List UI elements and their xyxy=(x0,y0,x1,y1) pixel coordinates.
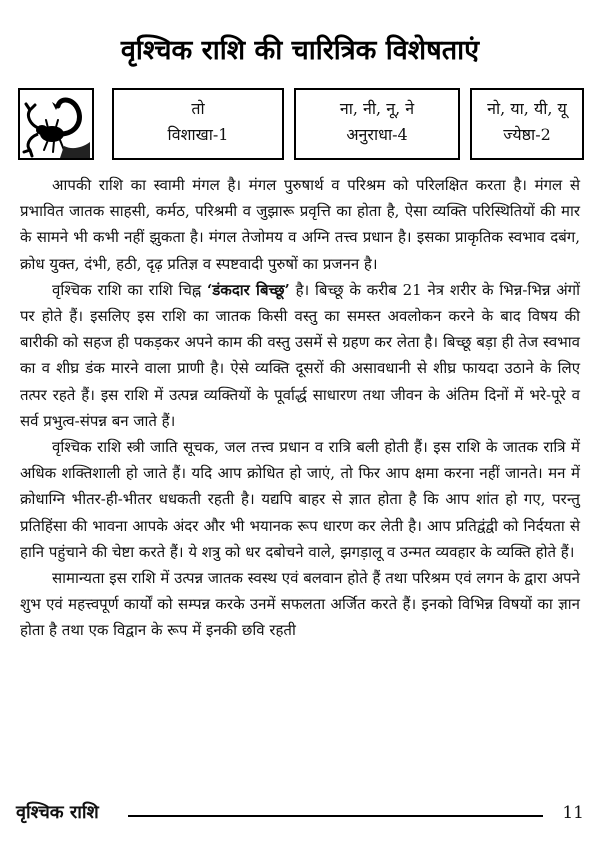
paragraph-symbol-after: है। बिच्छू के करीब 21 नेत्र शरीर के भिन्न-भिन्न अंगों पर होते हैं। इसलिए इस राशि का जातक किसी वस्तु का समस्त अवलोकन करने के बाद विषय की बारीकी को सहज ही पकड़कर अपने काम की वस्तु उसमें से ग्रहण कर लेता है। बिच्छू बड़ा ही तेज स्वभाव का व शीघ्र डंक मारने वाला प्राणी है। ऐसे व्यक्ति दूसरों की असावधानी से शीघ्र फायदा उठाने के लिए तत्पर रहते हैं। इस राशि में उत्पन्न व्यक्तियों के पूर्वार्द्ध साधारण तथा जीवन के अंतिम दिनों में भरे-पूरे व सर्व प्रभुत्व-संपन्न बन जाते हैं। xyxy=(20,280,581,430)
footer-label: वृश्चिक राशि xyxy=(16,802,99,823)
nakshatra-name: ज्येष्ठा-2 xyxy=(503,125,551,144)
paragraph-symbol xyxy=(20,277,580,434)
paragraph-nature: वृश्चिक राशि स्त्री जाति सूचक, जल तत्त्व प्रधान व रात्रि बली होती हैं। इस राशि के जातक रात्रि में अधिक शक्तिशाली हो जाते हैं। यदि आप क्रोधित हो जाएं, तो फिर आप क्षमा करना नहीं जानते। मन में क्रोधाग्नि भीतर-ही-भीतर धधकती रहती है। यद्यपि बाहर से ज्ञात होता है कि आप शांत हो गए, परन्तु प्रतिहिंसा की भावना आपके अंदर और भी भयानक रूप धारण कर लेती है। आप प्रतिद्वंद्वी को निर्दयता से हानि पहुंचाने की चेष्टा करते हैं। ये शत्रु को धर दबोचने वाले, झगड़ालू व उन्मत व्यवहार के व्यक्ति होते हैं। xyxy=(20,438,580,561)
body-text xyxy=(20,172,580,644)
page-title: वृश्चिक राशि की चारित्रिक विशेषताएं xyxy=(120,35,480,66)
nakshatra-box-jyeshtha xyxy=(470,88,584,160)
footer-rule xyxy=(128,815,543,817)
paragraph-symbol-before: वृश्चिक राशि का राशि चिह्न xyxy=(52,280,208,299)
nakshatra-box-anuradha xyxy=(294,88,460,160)
page-footer xyxy=(16,800,584,830)
page-number: 11 xyxy=(562,803,584,823)
nakshatra-syllables: ना, नी, नू, ने xyxy=(339,99,415,118)
scorpion-emblem xyxy=(18,88,94,160)
nakshatra-row xyxy=(18,88,584,162)
nakshatra-box-vishakha xyxy=(112,88,284,160)
nakshatra-name: अनुराधा-4 xyxy=(346,125,408,144)
nakshatra-name: विशाखा-1 xyxy=(167,125,229,144)
paragraph-health: सामान्यता इस राशि में उत्पन्न जातक स्वस्थ एवं बलवान होते हैं तथा परिश्रम एवं लगन के द्वारा अपने शुभ एवं महत्त्वपूर्ण कार्यों को सम्पन्न करके उनमें सफलता अर्जित करते हैं। इनको विभिन्न विषयों का ज्ञान होता है तथा एक विद्वान के रूप में इनकी छवि रहती xyxy=(20,569,580,640)
nakshatra-syllables: तो xyxy=(191,99,205,118)
symbol-name: ‘डंकदार बिच्छू’ xyxy=(207,280,290,299)
paragraph-lord-mars: आपकी राशि का स्वामी मंगल है। मंगल पुरुषार्थ व परिश्रम को परिलक्षित करता है। मंगल से प्रभावित जातक साहसी, कर्मठ, परिश्रमी व जुझारू प्रवृत्ति का होता है, ऐसा व्यक्ति परिस्थितियों की मार के सामने भी कभी नहीं झुकता है। मंगल तेजोमय व अग्नि तत्त्व प्रधान है। इसका प्राकृतिक स्वभाव दबंग, क्रोध युक्त, दंभी, हठी, दृढ़ प्रतिज्ञ व स्पष्टवादी पुरुषों का प्रजनन है। xyxy=(20,176,580,273)
nakshatra-syllables: नो, या, यी, यू xyxy=(487,99,567,118)
scorpion-icon xyxy=(20,90,92,158)
